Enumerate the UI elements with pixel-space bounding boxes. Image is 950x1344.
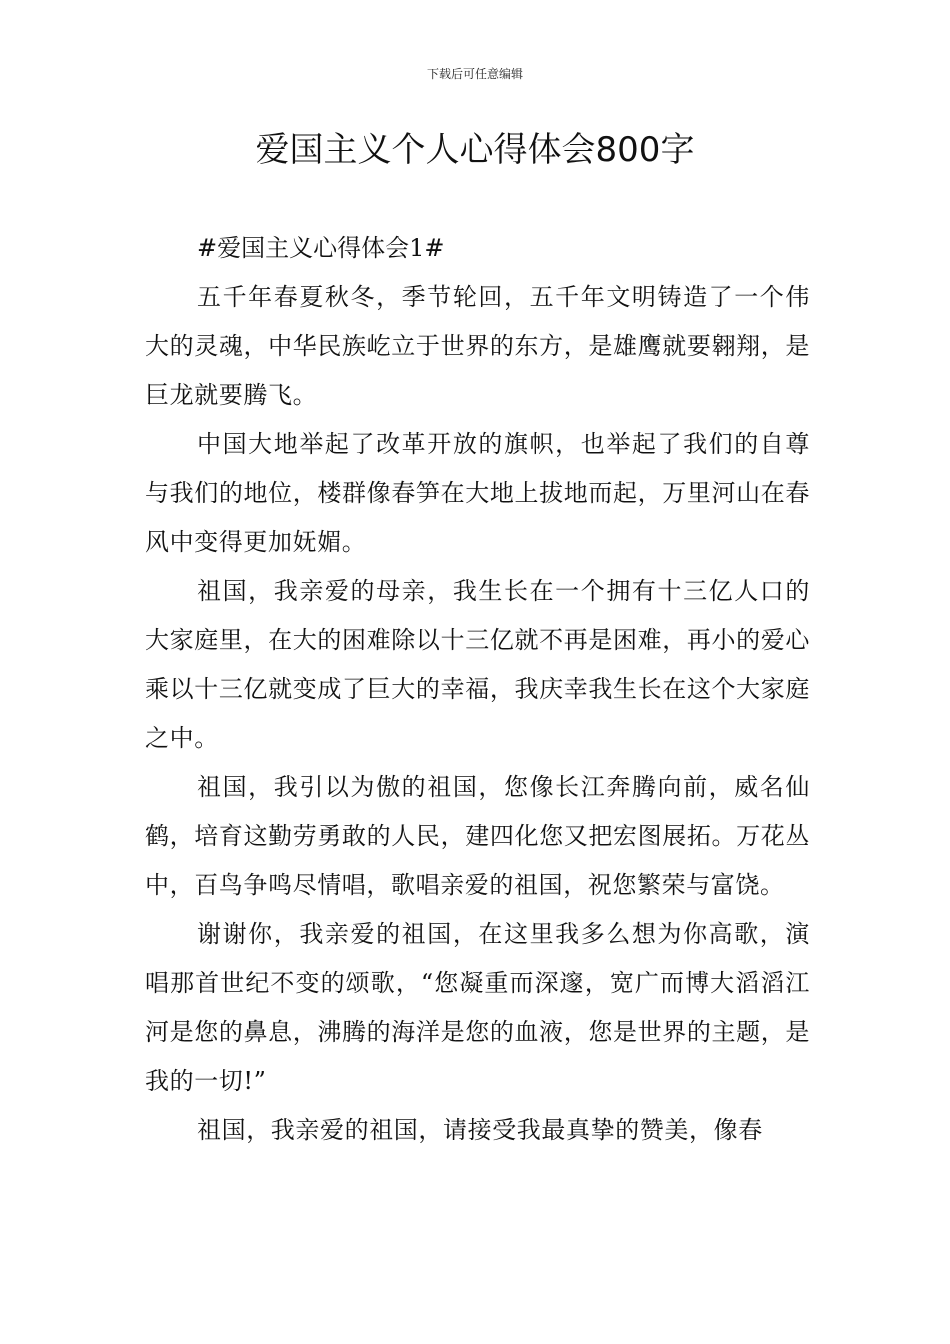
paragraph-6: 祖国，我亲爱的祖国，请接受我最真挚的赞美，像春 <box>197 1116 763 1144</box>
paragraph-5: 谢谢你，我亲爱的祖国，在这里我多么想为你高歌，演唱那首世纪不变的颂歌，“您凝重而深邃，宽广而博大滔滔江河是您的鼻息，沸腾的海洋是您的血液，您是世界的主题，是我的一切!” <box>145 920 810 1095</box>
section-heading: #爱国主义心得体会1# <box>197 234 445 262</box>
document-title: 爱国主义个人心得体会800字 <box>255 130 695 170</box>
paragraph-1: 五千年春夏秋冬，季节轮回，五千年文明铸造了一个伟大的灵魂，中华民族屹立于世界的东方，是雄鹰就要翱翔，是巨龙就要腾飞。 <box>145 283 810 409</box>
paragraph-3: 祖国，我亲爱的母亲，我生长在一个拥有十三亿人口的大家庭里，在大的困难除以十三亿就不再是困难，再小的爱心乘以十三亿就变成了巨大的幸福，我庆幸我生长在这个大家庭之中。 <box>145 577 810 752</box>
header-note: 下载后可任意编辑 <box>426 67 523 81</box>
document-body <box>145 224 810 1155</box>
paragraph-4: 祖国，我引以为傲的祖国，您像长江奔腾向前，威名仙鹤，培育这勤劳勇敢的人民，建四化您又把宏图展拓。万花丛中，百鸟争鸣尽情唱，歌唱亲爱的祖国，祝您繁荣与富饶。 <box>145 773 810 899</box>
paragraph-2: 中国大地举起了改革开放的旗帜，也举起了我们的自尊与我们的地位，楼群像春笋在大地上拔地而起，万里河山在春风中变得更加妩媚。 <box>145 430 810 556</box>
